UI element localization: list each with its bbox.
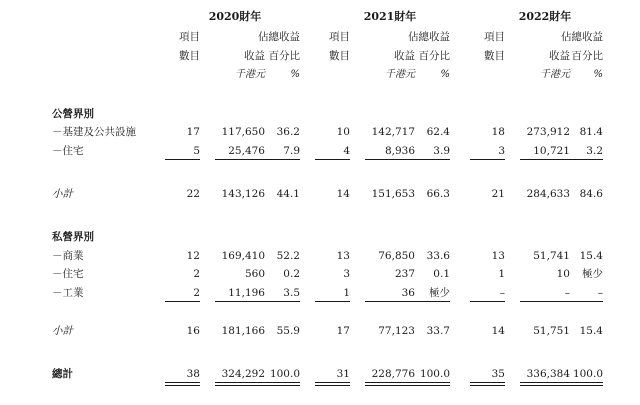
rule-line xyxy=(315,159,350,160)
col-header: 數目 xyxy=(329,50,350,62)
rule-line xyxy=(315,385,350,386)
rule-line xyxy=(165,382,200,383)
row-label: －基建及公共設施 xyxy=(52,126,136,138)
table-cell: – xyxy=(499,287,505,299)
table-cell: 33.7 xyxy=(426,325,450,337)
table-cell: 極少 xyxy=(429,287,450,299)
row-label: 小計 xyxy=(52,325,73,337)
table-cell: 84.6 xyxy=(579,188,603,200)
table-cell: 3.9 xyxy=(433,145,450,157)
table-cell: 10 xyxy=(556,268,570,280)
rule-line xyxy=(215,382,265,383)
table-cell: 16 xyxy=(186,325,200,337)
rule-line xyxy=(215,159,265,160)
year-header-2020: 2020財年 xyxy=(208,10,262,23)
col-header: 佔總收益 xyxy=(408,31,450,43)
table-cell: 21 xyxy=(491,188,505,200)
table-cell: 284,633 xyxy=(526,188,570,200)
table-cell: 100.0 xyxy=(269,368,300,380)
table-cell: 10,721 xyxy=(533,145,570,157)
unit-label: % xyxy=(593,69,603,80)
rule-line xyxy=(315,382,350,383)
table-cell: 2 xyxy=(193,268,200,280)
table-cell: 560 xyxy=(244,268,265,280)
rule-line xyxy=(260,382,300,383)
rule-line xyxy=(165,159,200,160)
table-cell: 62.4 xyxy=(426,126,450,138)
table-cell: 17 xyxy=(336,325,350,337)
table-cell: – xyxy=(597,287,603,299)
rule-line xyxy=(470,385,505,386)
table-cell: 13 xyxy=(336,250,350,262)
row-label: 私營界別 xyxy=(52,231,94,243)
rule-line xyxy=(520,382,570,383)
rule-line xyxy=(470,382,505,383)
row-label: 總計 xyxy=(52,368,73,380)
unit-label: 千港元 xyxy=(235,69,265,80)
rule-line xyxy=(520,159,570,160)
col-header: 收益 xyxy=(244,50,265,62)
table-cell: 237 xyxy=(394,268,415,280)
rule-line xyxy=(565,159,603,160)
year-header-2021: 2021財年 xyxy=(363,10,417,23)
table-cell: 11,196 xyxy=(228,287,265,299)
table-cell: 100.0 xyxy=(419,368,450,380)
rule-line xyxy=(365,159,415,160)
table-cell: 181,166 xyxy=(221,325,265,337)
rule-line xyxy=(365,385,415,386)
table-cell: 228,776 xyxy=(371,368,415,380)
table-cell: 14 xyxy=(336,188,350,200)
table-cell: 13 xyxy=(491,250,505,262)
table-cell: 273,912 xyxy=(526,126,570,138)
rule-line xyxy=(470,159,505,160)
unit-label: % xyxy=(290,69,300,80)
col-header: 佔總收益 xyxy=(258,31,300,43)
table-cell: 3.5 xyxy=(283,287,300,299)
rule-line xyxy=(165,385,200,386)
rule-line xyxy=(470,301,505,302)
rule-line xyxy=(520,385,570,386)
rule-line xyxy=(165,301,200,302)
col-header: 數目 xyxy=(179,50,200,62)
unit-label: 千港元 xyxy=(540,69,570,80)
table-cell: 76,850 xyxy=(378,250,415,262)
table-cell: 22 xyxy=(186,188,200,200)
rule-line xyxy=(365,301,415,302)
col-header: 佔總收益 xyxy=(561,31,603,43)
table-cell: 51,741 xyxy=(533,250,570,262)
table-cell: 117,650 xyxy=(221,126,265,138)
rule-line xyxy=(215,301,265,302)
table-cell: 100.0 xyxy=(572,368,603,380)
table-cell: 36 xyxy=(401,287,415,299)
table-cell: 極少 xyxy=(582,268,603,280)
rule-line xyxy=(260,385,300,386)
table-cell: 25,476 xyxy=(228,145,265,157)
rule-line xyxy=(365,382,415,383)
rule-line xyxy=(565,301,603,302)
col-header: 項目 xyxy=(179,31,200,43)
unit-label: 千港元 xyxy=(385,69,415,80)
table-cell: 1 xyxy=(343,287,350,299)
table-cell: 38 xyxy=(186,368,200,380)
table-cell: 12 xyxy=(186,250,200,262)
table-cell: 143,126 xyxy=(221,188,265,200)
rule-line xyxy=(565,385,603,386)
table-cell: 81.4 xyxy=(579,126,603,138)
table-cell: 77,123 xyxy=(378,325,415,337)
table-cell: 33.6 xyxy=(426,250,450,262)
table-cell: 55.9 xyxy=(276,325,300,337)
rule-line xyxy=(410,159,450,160)
table-cell: 31 xyxy=(336,368,350,380)
table-cell: 336,384 xyxy=(526,368,570,380)
table-cell: 7.9 xyxy=(283,145,300,157)
table-cell: 44.1 xyxy=(276,188,300,200)
col-header: 數目 xyxy=(484,50,505,62)
table-cell: 151,653 xyxy=(371,188,415,200)
row-label: －住宅 xyxy=(52,268,84,280)
table-cell: 51,751 xyxy=(533,325,570,337)
table-cell: 1 xyxy=(498,268,505,280)
col-header: 收益 xyxy=(549,50,570,62)
year-header-2022: 2022財年 xyxy=(518,10,572,23)
table-cell: 14 xyxy=(491,325,505,337)
table-cell: 36.2 xyxy=(276,126,300,138)
rule-line xyxy=(315,301,350,302)
row-label: 公營界別 xyxy=(52,108,94,120)
table-cell: 35 xyxy=(491,368,505,380)
rule-line xyxy=(520,301,570,302)
table-cell: 10 xyxy=(336,126,350,138)
rule-line xyxy=(410,301,450,302)
table-cell: 2 xyxy=(193,287,200,299)
table-cell: 5 xyxy=(193,145,200,157)
table-cell: 3 xyxy=(343,268,350,280)
table-cell: 3.2 xyxy=(586,145,603,157)
table-cell: 0.1 xyxy=(433,268,450,280)
table-cell: 3 xyxy=(498,145,505,157)
table-cell: 15.4 xyxy=(579,325,603,337)
rule-line xyxy=(565,382,603,383)
row-label: －住宅 xyxy=(52,145,84,157)
col-header: 百分比 xyxy=(268,50,300,62)
row-label: 小計 xyxy=(52,188,73,200)
row-label: －商業 xyxy=(52,250,84,262)
col-header: 項目 xyxy=(484,31,505,43)
table-cell: 0.2 xyxy=(283,268,300,280)
rule-line xyxy=(215,385,265,386)
row-label: －工業 xyxy=(52,287,84,299)
rule-line xyxy=(410,382,450,383)
table-cell: 66.3 xyxy=(426,188,450,200)
rule-line xyxy=(260,301,300,302)
rule-line xyxy=(260,159,300,160)
table-cell: 15.4 xyxy=(579,250,603,262)
col-header: 項目 xyxy=(329,31,350,43)
table-cell: 8,936 xyxy=(384,145,415,157)
rule-line xyxy=(410,385,450,386)
table-cell: 169,410 xyxy=(221,250,265,262)
table-cell: 17 xyxy=(186,126,200,138)
unit-label: % xyxy=(440,69,450,80)
table-cell: 18 xyxy=(491,126,505,138)
table-cell: 142,717 xyxy=(371,126,415,138)
table-cell: 4 xyxy=(343,145,350,157)
table-cell: 52.2 xyxy=(276,250,300,262)
col-header: 百分比 xyxy=(571,50,603,62)
table-cell: 324,292 xyxy=(221,368,265,380)
col-header: 百分比 xyxy=(418,50,450,62)
col-header: 收益 xyxy=(394,50,415,62)
table-cell: – xyxy=(564,287,570,299)
